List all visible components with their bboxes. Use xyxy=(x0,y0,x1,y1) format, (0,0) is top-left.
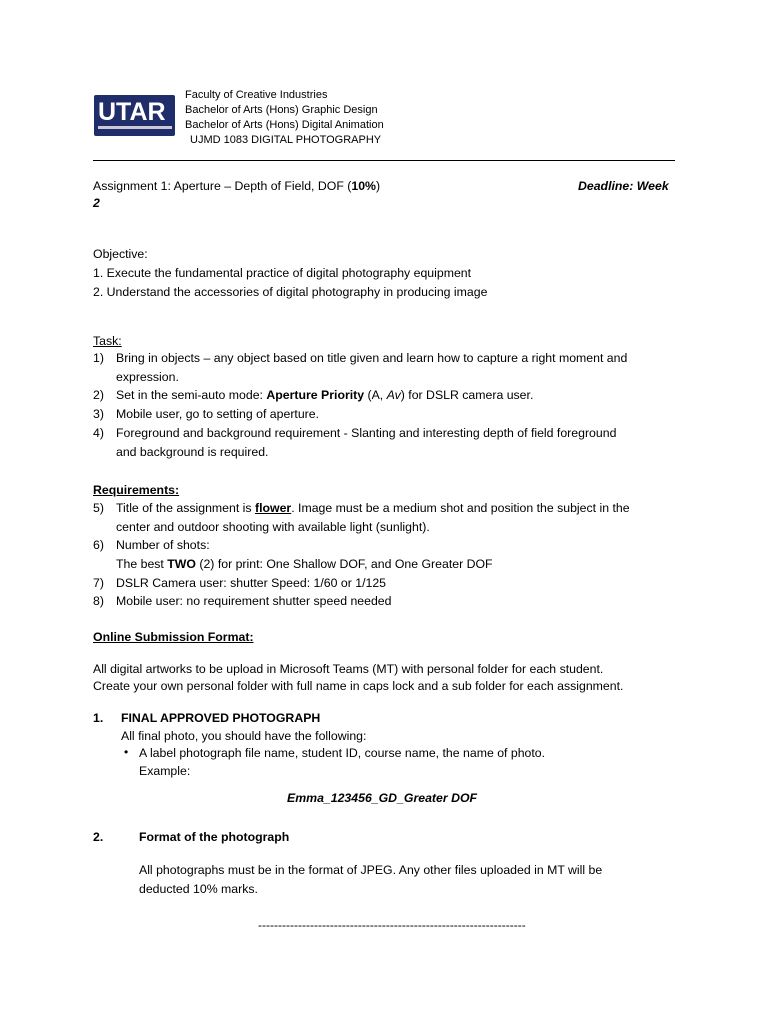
objective-heading: Objective: xyxy=(93,247,148,261)
requirement-6-number: 6) xyxy=(93,538,104,552)
requirement-8-text: Mobile user: no requirement shutter speed needed xyxy=(116,594,392,608)
logo-subtext-band xyxy=(98,126,172,129)
task-item-1-number: 1) xyxy=(93,351,104,365)
requirement-6-line-1: Number of shots: xyxy=(116,538,210,552)
section-2-title: Format of the photograph xyxy=(139,830,290,844)
requirement-6-line-2: The best TWO (2) for print: One Shallow DOF, and One Greater DOF xyxy=(116,557,493,571)
task-item-4-line-2: and background is required. xyxy=(116,445,269,459)
header-program-digital-animation: Bachelor of Arts (Hons) Digital Animation xyxy=(185,119,384,131)
task-item-3-number: 3) xyxy=(93,407,104,421)
task-item-4-line-1: Foreground and background requirement - Slanting and interesting depth of field foreground xyxy=(116,426,617,440)
deadline-week-number: 2 xyxy=(93,196,100,210)
deadline-label: Deadline: Week xyxy=(578,179,669,193)
utar-logo xyxy=(94,95,175,136)
section-1-bullet-text: A label photograph file name, student ID, course name, the name of photo. xyxy=(139,746,546,760)
footer-dashes: ------------------------------------------------------------------- xyxy=(258,918,526,932)
header-divider xyxy=(93,160,675,161)
section-1-intro: All final photo, you should have the following: xyxy=(121,729,367,743)
bullet-icon: • xyxy=(124,745,129,759)
section-2-number: 2. xyxy=(93,830,104,844)
section-2-line-1: All photographs must be in the format of JPEG. Any other files uploaded in MT will be xyxy=(139,863,603,877)
requirement-7-number: 7) xyxy=(93,576,104,590)
task-heading: Task: xyxy=(93,334,122,348)
requirement-7-text: DSLR Camera user: shutter Speed: 1/60 or 1/125 xyxy=(116,576,386,590)
task-item-2-text: Set in the semi-auto mode: Aperture Priority (A, Av) for DSLR camera user. xyxy=(116,388,534,402)
submission-heading: Online Submission Format: xyxy=(93,630,254,644)
example-filename: Emma_123456_GD_Greater DOF xyxy=(287,791,478,805)
task-item-2-number: 2) xyxy=(93,388,104,402)
requirement-5-line-2: center and outdoor shooting with available light (sunlight). xyxy=(116,520,430,534)
task-item-1-line-1: Bring in objects – any object based on title given and learn how to capture a right moment and xyxy=(116,351,628,365)
header-course-code: UJMD 1083 DIGITAL PHOTOGRAPHY xyxy=(190,134,382,146)
section-1-number: 1. xyxy=(93,711,104,725)
objective-item-2: 2. Understand the accessories of digital photography in producing image xyxy=(93,285,488,299)
header-program-graphic-design: Bachelor of Arts (Hons) Graphic Design xyxy=(185,104,378,116)
objective-item-1: 1. Execute the fundamental practice of digital photography equipment xyxy=(93,266,472,280)
example-label: Example: xyxy=(139,764,191,778)
task-item-4-number: 4) xyxy=(93,426,104,440)
requirements-heading: Requirements: xyxy=(93,483,180,497)
section-2-line-2: deducted 10% marks. xyxy=(139,882,258,896)
requirement-5-line-1: Title of the assignment is flower. Image must be a medium shot and position the subject in the xyxy=(116,501,630,515)
assignment-title: Assignment 1: Aperture – Depth of Field, DOF (10%) xyxy=(93,179,381,193)
task-item-3-text: Mobile user, go to setting of aperture. xyxy=(116,407,320,421)
header-faculty: Faculty of Creative Industries xyxy=(185,89,328,101)
task-item-1-line-2: expression. xyxy=(116,370,179,384)
requirement-8-number: 8) xyxy=(93,594,104,608)
logo-text: UTAR xyxy=(98,98,166,126)
submission-paragraph-line-1: All digital artworks to be upload in Microsoft Teams (MT) with personal folder for each student. xyxy=(93,662,604,676)
submission-paragraph-line-2: Create your own personal folder with full name in caps lock and a sub folder for each assignment. xyxy=(93,679,624,693)
section-1-title: FINAL APPROVED PHOTOGRAPH xyxy=(121,711,321,725)
requirement-5-number: 5) xyxy=(93,501,104,515)
